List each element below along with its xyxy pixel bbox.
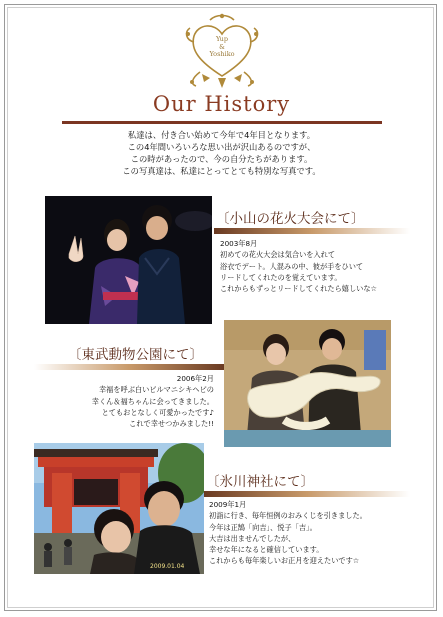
section-date: 2003年8月 [220, 239, 258, 248]
title-rule [62, 121, 382, 124]
section-date: 2006年2月 [176, 374, 214, 383]
section-text [40, 373, 214, 429]
section-heading: 〔小山の花火大会にて〕 [216, 211, 365, 227]
intro-line: この時があったので、今の自分たちがあります。 [130, 154, 313, 164]
heading-underline [214, 228, 410, 234]
heading-underline [204, 491, 410, 497]
section-heading: 〔氷川神社にて〕 [206, 474, 314, 490]
intro-text [40, 129, 403, 177]
intro-line: この4年間いろいろな思い出が沢山あるのですが、 [127, 142, 316, 152]
section-line: これからも毎年楽しいお正月を迎えたいです☆ [209, 556, 360, 566]
section-line: 幸くん＆福ちゃんに会ってきました。 [91, 396, 214, 406]
heading-underline [34, 364, 224, 370]
emblem-text: Yup & Yoshiko [209, 35, 235, 58]
photo-date-stamp: 2009.01.04 [150, 563, 185, 570]
section-line: 初めての花火大会は気合いを入れて [220, 250, 336, 260]
section-line: 浴衣でデート。人混みの中、彼が手をひいて [220, 261, 364, 271]
section-text [209, 499, 367, 567]
photo-shrine [34, 443, 204, 574]
photo-fireworks [45, 196, 212, 324]
section-line: 今年は正鵠「向吉」、悦子「吉」。 [209, 522, 317, 532]
section-line: リードしてくれたのを覚えています。 [220, 272, 342, 282]
section-heading: 〔東武動物公園にて〕 [68, 347, 203, 363]
section-line: これからもずっとリードしてくれたら嬉しいな☆ [220, 284, 377, 294]
section-line: 初詣に行き、毎年恒例のおみくじを引きました。 [209, 511, 367, 521]
intro-line: この写真達は、私達にとってとても特別な写真です。 [122, 166, 321, 176]
section-line: 大吉は出ませんでしたが、 [209, 533, 296, 543]
section-text [220, 238, 377, 294]
photo-zoo [224, 320, 391, 447]
heart-emblem [180, 12, 264, 90]
section-line: 幸せな年になると確信しています。 [209, 545, 324, 555]
section-line: とてもおとなしく可愛かったです♪ [101, 407, 214, 417]
section-date: 2009年1月 [209, 500, 247, 509]
page-title: Our History [152, 92, 291, 116]
section-line: これで幸せつかみました!! [129, 419, 214, 429]
intro-line: 私達は、付き合い始めて今年で4年目となります。 [127, 130, 316, 140]
section-line: 幸福を呼ぶ白いビルマニシキヘビの [98, 385, 214, 395]
